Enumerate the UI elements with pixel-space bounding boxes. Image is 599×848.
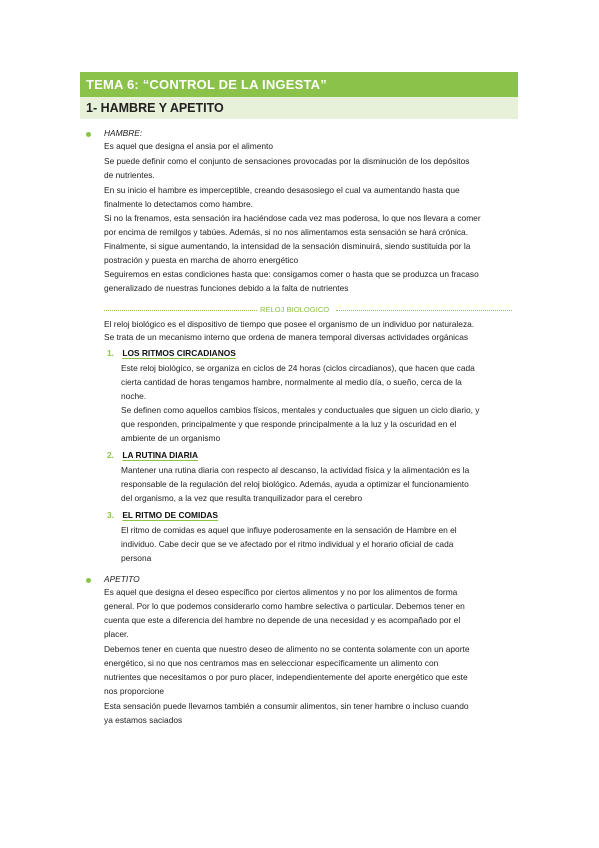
paragraph-line: ya estamos saciados [104, 715, 183, 725]
apetito-heading: APETITO [104, 574, 140, 584]
paragraph-line: persona [121, 553, 152, 563]
item-number: 2. [107, 450, 114, 460]
paragraph-line: Esta sensación puede llevarnos también a consumir alimentos, sin tener hambre o incluso cuando [104, 701, 469, 711]
bullet-icon [86, 578, 91, 583]
paragraph-line: Es aquel que designa el ansia por el alimento [104, 141, 274, 151]
section-title: 1- HAMBRE Y APETITO [80, 97, 518, 119]
paragraph-line: Si no la frenamos, esta sensación ira haciéndose cada vez mas poderosa, lo que nos llevara a comer [104, 213, 481, 223]
paragraph-line: del organismo, a la vez que resulta tranquilizador para el cerebro [121, 493, 363, 503]
item-heading: LA RUTINA DIARIA [122, 450, 199, 460]
numbered-heading [107, 509, 218, 521]
paragraph-line: Mantener una rutina diaria con respecto al descanso, la actividad física y la alimentación es la [121, 465, 470, 475]
paragraph-line: Se puede definir como el conjunto de sensaciones provocadas por la disminución de los depósitos [104, 156, 470, 166]
paragraph-line: nos proporcione [104, 686, 165, 696]
divider [336, 310, 512, 311]
paragraph-line: Seguiremos en estas condiciones hasta que: consigamos comer o hasta que se produzca un fracaso [104, 269, 479, 279]
paragraph-line: generalizado de nuestras funciones debido a la falta de nutrientes [104, 283, 349, 293]
paragraph-line: Este reloj biológico, se organiza en ciclos de 24 horas (ciclos circadianos), que hacen que cada [121, 363, 475, 373]
hambre-heading: HAMBRE: [104, 128, 143, 138]
reloj-biologico-label: RELOJ BIOLOGICO [260, 305, 330, 314]
divider [104, 310, 257, 311]
paragraph-line: Se trata de un mecanismo interno que ordena de manera temporal diversas actividades orgánicas [104, 332, 469, 342]
numbered-heading [107, 449, 198, 461]
paragraph-line: individuo. Cabe decir que se ve afectado por el ritmo individual y el horario oficial de cada [121, 539, 454, 549]
paragraph-line: En su inicio el hambre es imperceptible, creando desasosiego el cual va aumentando hasta que [104, 185, 460, 195]
paragraph-line: que responden, principalmente y que responde principalmente a la luz y la oscuridad en el [121, 419, 457, 429]
paragraph-line: El ritmo de comidas es aquel que influye poderosamente en la sensación de Hambre en el [121, 525, 457, 535]
item-heading: LOS RITMOS CIRCADIANOS [122, 348, 236, 358]
bullet-icon [86, 132, 91, 137]
paragraph-line: energético, si no que nos centramos mas en seleccionar específicamente un alimento con [104, 658, 439, 668]
paragraph-line: Debemos tener en cuenta que nuestro deseo de alimento no se contenta solamente con un aporte [104, 644, 470, 654]
paragraph-line: Finalmente, si sigue aumentando, la intensidad de la sensación disminuirá, siendo sustituida por la [104, 241, 471, 251]
paragraph-line: finalmente lo detectamos como hambre. [104, 199, 253, 209]
paragraph-line: El reloj biológico es el dispositivo de tiempo que posee el organismo de un individuo por naturaleza. [104, 319, 475, 329]
paragraph-line: noche. [121, 391, 147, 401]
paragraph-line: responsable de la regulación del reloj biológico. Además, ayuda a optimizar el funcionamiento [121, 479, 469, 489]
document-title: TEMA 6: “CONTROL DE LA INGESTA” [80, 72, 518, 97]
paragraph-line: placer. [104, 629, 129, 639]
paragraph-line: por encima de remilgos y tabúes. Además, si no nos alimentamos esta sensación se hará crónica. [104, 227, 469, 237]
item-number: 1. [107, 348, 114, 358]
paragraph-line: cierta cantidad de horas tengamos hambre, normalmente al medio día, o sueño, cerca de la [121, 377, 462, 387]
paragraph-line: ambiente de un organismo [121, 433, 221, 443]
paragraph-line: Es aquel que designa el deseo específico por ciertos alimentos y no por los alimentos de forma [104, 587, 458, 597]
paragraph-line: general. Por lo que podemos considerarlo como hambre selectiva o particular. Debemos tener en [104, 601, 465, 611]
paragraph-line: cuenta que este a diferencia del hambre no depende de una necesidad y es acompañado por el [104, 615, 461, 625]
item-heading: EL RITMO DE COMIDAS [122, 510, 219, 520]
paragraph-line: nutrientes que necesitamos o por puro placer, independientemente del aporte energético que este [104, 672, 468, 682]
paragraph-line: de nutrientes. [104, 170, 155, 180]
item-number: 3. [107, 510, 114, 520]
numbered-heading [107, 347, 236, 359]
paragraph-line: postración y puesta en marcha de ahorro energético [104, 255, 299, 265]
paragraph-line: Se definen como aquellos cambios físicos, mentales y conductuales que siguen un ciclo diario, y [121, 405, 480, 415]
